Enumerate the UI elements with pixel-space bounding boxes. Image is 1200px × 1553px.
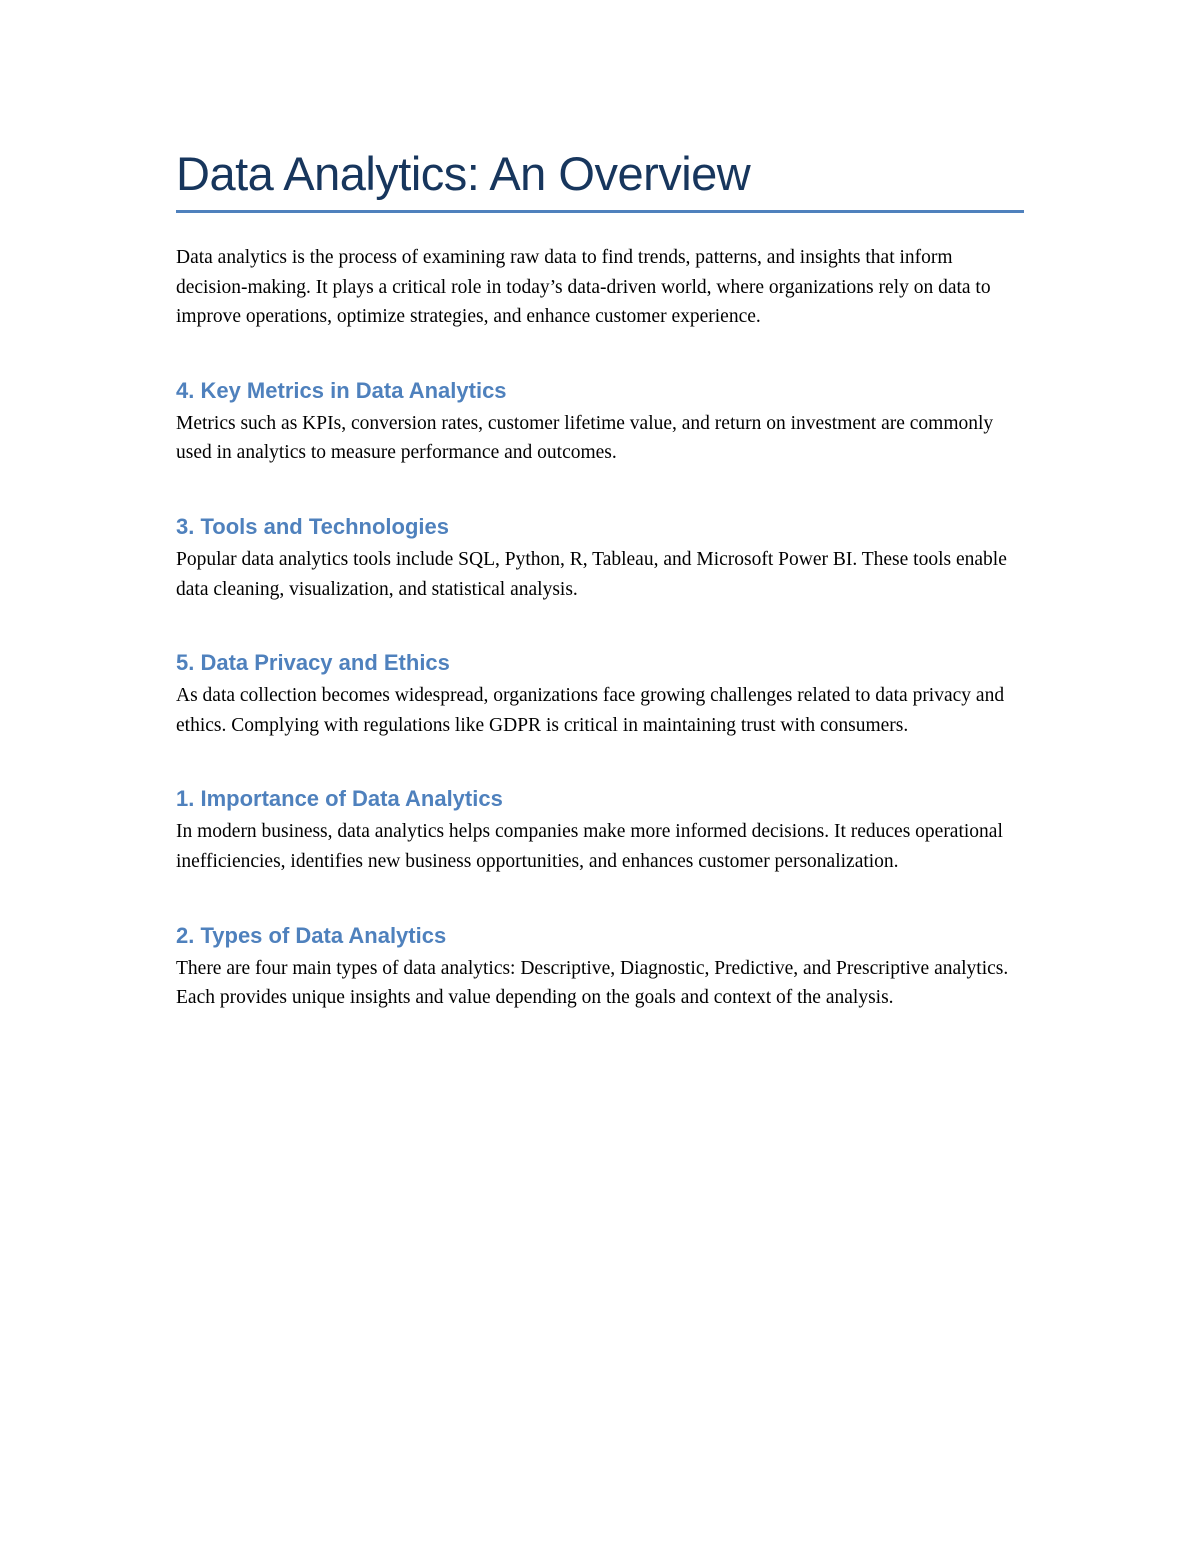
section-heading: 3. Tools and Technologies — [176, 513, 449, 539]
section-data-privacy-ethics — [176, 648, 1024, 740]
section-importance — [176, 784, 1024, 876]
section-types — [176, 921, 1024, 1013]
section-body: Metrics such as KPIs, conversion rates, customer lifetime value, and return on investment are commonly used in analytics to measure performance and outcomes. — [176, 412, 994, 464]
section-heading: 5. Data Privacy and Ethics — [176, 650, 450, 676]
document-page — [176, 140, 1024, 1013]
section-body: Popular data analytics tools include SQL, Python, R, Tableau, and Microsoft Power BI. These tools enable data cleaning, visualization, and statistical analysis. — [176, 548, 1007, 600]
section-body: As data collection becomes widespread, organizations face growing challenges related to data privacy and ethics. Complying with regulations like GDPR is critical in maintaining trust with consumers. — [176, 685, 1005, 736]
section-key-metrics — [176, 376, 1024, 468]
section-heading: 4. Key Metrics in Data Analytics — [176, 377, 507, 403]
intro-paragraph: Data analytics is the process of examining raw data to find trends, patterns, and insights that inform decision-making. It plays a critical role in today’s data-driven world, where organizations rely on data to improve operations, optimize strategies, and enhance customer experience. — [176, 247, 991, 328]
section-heading: 2. Types of Data Analytics — [176, 922, 447, 948]
section-heading: 1. Importance of Data Analytics — [176, 786, 503, 812]
section-body: There are four main types of data analytics: Descriptive, Diagnostic, Predictive, and Prescriptive analytics. Each provides unique insights and value depending on the goals and context of the analysis. — [176, 957, 1009, 1009]
title-underline-rule — [176, 210, 1024, 213]
section-tools-technologies — [176, 512, 1024, 604]
document-title: Data Analytics: An Overview — [176, 147, 751, 200]
section-body: In modern business, data analytics helps companies make more informed decisions. It reduces operational inefficiencies, identifies new business opportunities, and enhances customer personalization. — [176, 821, 1003, 872]
